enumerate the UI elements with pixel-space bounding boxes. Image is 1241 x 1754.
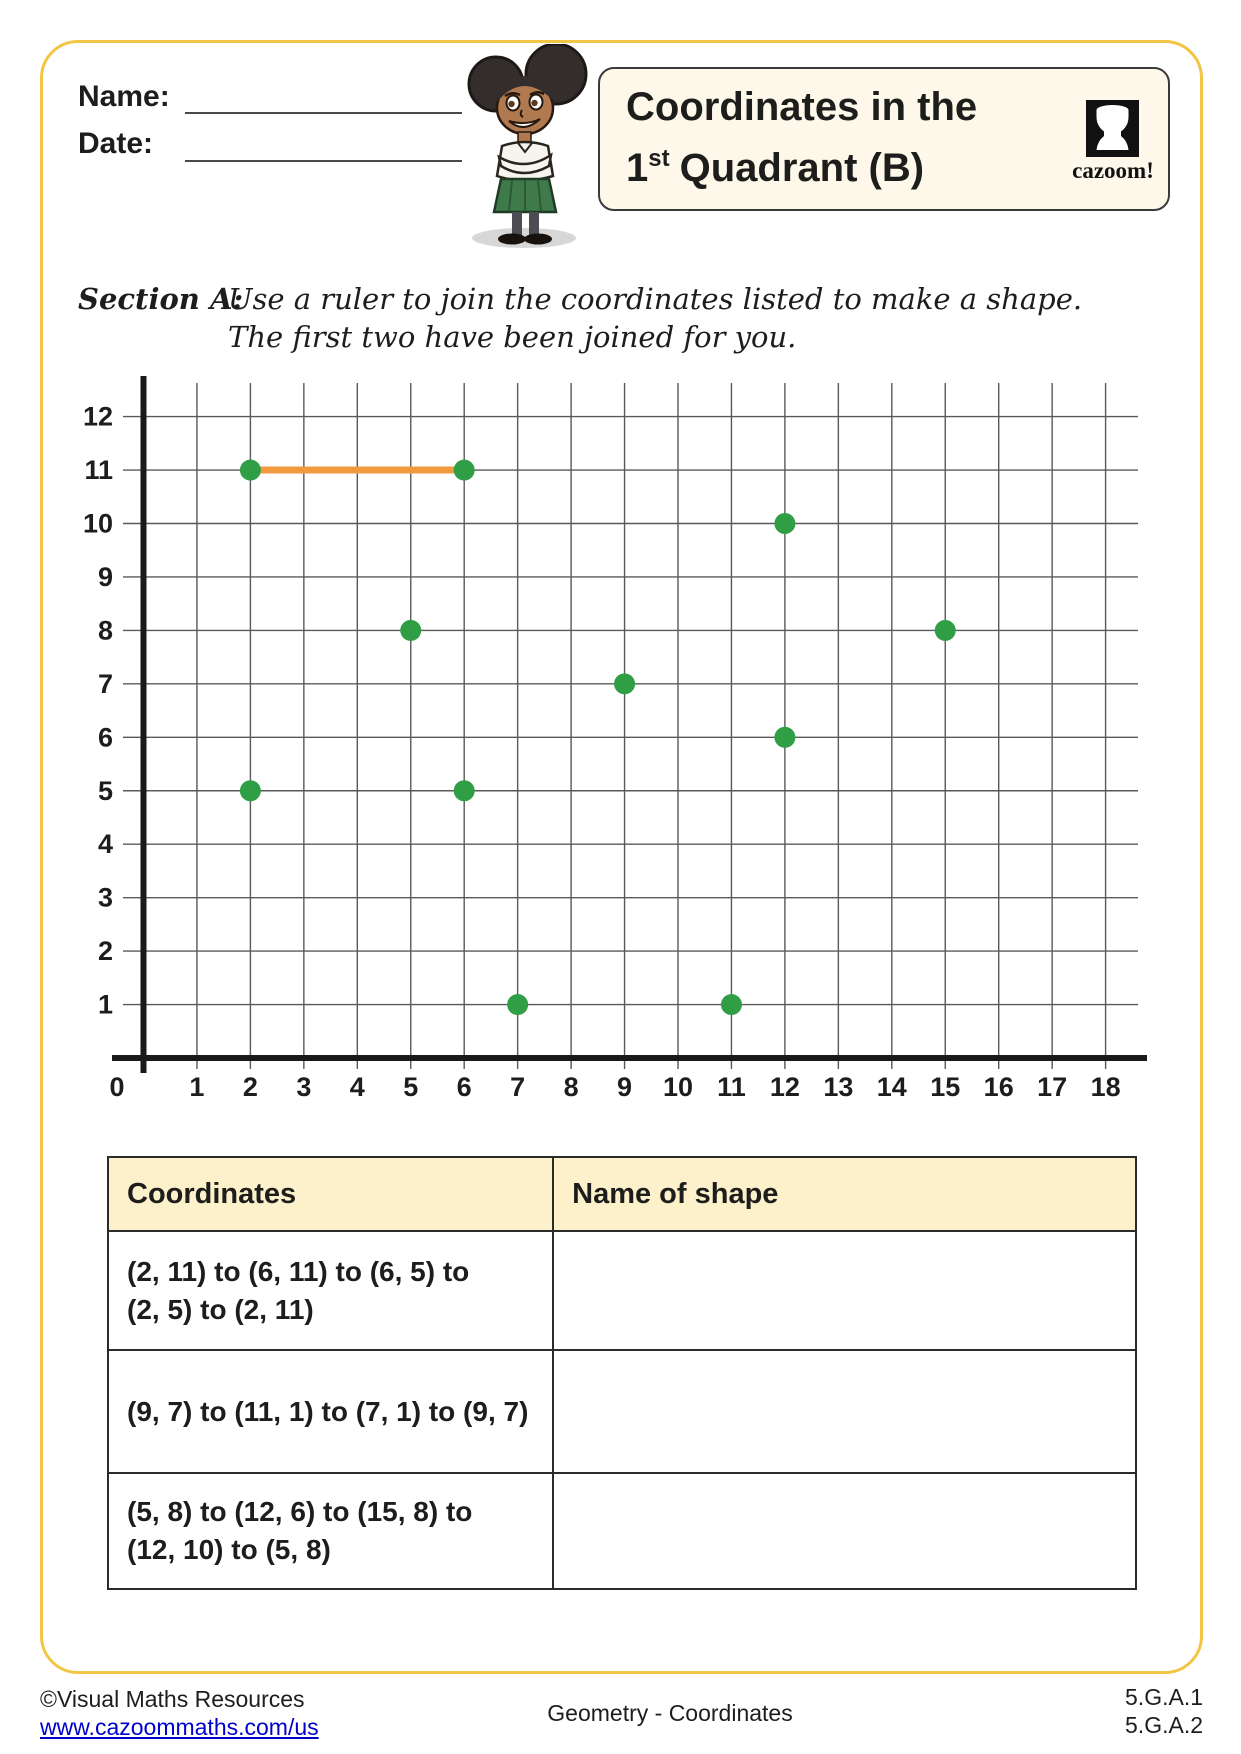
x-tick-label: 12 — [769, 1072, 800, 1102]
y-tick-label: 11 — [84, 455, 113, 486]
x-tick-label: 8 — [563, 1072, 579, 1102]
column-header-coordinates: Coordinates — [109, 1158, 554, 1230]
name-label: Name: — [78, 80, 170, 113]
x-tick-label: 16 — [983, 1072, 1014, 1102]
x-tick-label: 4 — [349, 1072, 365, 1102]
table-row — [109, 1230, 1135, 1349]
x-tick-label: 6 — [456, 1072, 472, 1102]
x-tick-label: 13 — [823, 1072, 854, 1102]
cazoom-logo-wordmark: cazoom! — [1072, 158, 1154, 183]
section-a-instruction-line1: Use a ruler to join the coordinates listed to make a shape. — [228, 282, 1083, 316]
y-tick-label: 7 — [97, 668, 113, 699]
y-tick-label: 4 — [97, 829, 113, 860]
x-tick-label: 15 — [930, 1072, 961, 1102]
coordinates-cell: (9, 7) to (11, 1) to (7, 1) to (9, 7) — [109, 1351, 554, 1472]
x-tick-label: 18 — [1090, 1072, 1121, 1102]
x-tick-label: 11 — [717, 1072, 746, 1102]
shape-name-answer-cell — [554, 1474, 1135, 1588]
x-tick-label: 0 — [109, 1072, 125, 1102]
name-write-line — [185, 112, 462, 114]
page-title — [626, 82, 977, 194]
student-illustration — [452, 44, 614, 250]
section-a-instruction-line2: The first two have been joined for you. — [228, 320, 797, 354]
page-title-line1: Coordinates in the — [626, 85, 978, 129]
table-row — [109, 1349, 1135, 1472]
x-tick-label: 1 — [189, 1072, 205, 1102]
y-tick-label: 6 — [97, 722, 113, 753]
date-label: Date: — [78, 127, 154, 160]
y-tick-label: 8 — [97, 615, 113, 646]
x-tick-label: 17 — [1037, 1072, 1068, 1102]
table-header-row — [109, 1158, 1135, 1230]
x-tick-label: 9 — [617, 1072, 633, 1102]
shape-name-answer-cell — [554, 1351, 1135, 1472]
shapes-table — [107, 1156, 1137, 1590]
copyright-text: ©Visual Maths Resources — [40, 1686, 305, 1712]
date-write-line — [185, 160, 462, 162]
x-tick-label: 3 — [296, 1072, 312, 1102]
footer-topic-text: Geometry - Coordinates — [547, 1700, 793, 1726]
x-tick-label: 14 — [876, 1072, 907, 1102]
shape-name-answer-cell — [554, 1232, 1135, 1349]
table-row — [109, 1472, 1135, 1588]
y-tick-label: 3 — [97, 882, 113, 913]
cazoom-logo-icon — [1086, 100, 1139, 157]
x-tick-label: 2 — [242, 1072, 258, 1102]
y-tick-label: 12 — [82, 401, 113, 432]
standard-code-2: 5.G.A.2 — [1125, 1712, 1203, 1738]
y-tick-label: 10 — [82, 508, 113, 539]
section-a-label: Section A: — [78, 282, 244, 316]
page-title-line2: 1st Quadrant (B) — [626, 145, 925, 190]
x-tick-label: 7 — [510, 1072, 526, 1102]
coordinates-cell: (2, 11) to (6, 11) to (6, 5) to (2, 5) to (2, 11) — [109, 1232, 554, 1349]
coordinates-cell: (5, 8) to (12, 6) to (15, 8) to (12, 10) to (5, 8) — [109, 1474, 554, 1588]
x-tick-label: 5 — [403, 1072, 419, 1102]
y-tick-label: 1 — [97, 989, 113, 1020]
y-tick-label: 5 — [97, 775, 113, 806]
y-tick-label: 9 — [97, 561, 113, 592]
y-tick-label: 2 — [97, 936, 113, 967]
cazoommaths-link[interactable]: www.cazoommaths.com/us — [40, 1714, 319, 1740]
column-header-name-of-shape: Name of shape — [554, 1158, 1135, 1230]
x-tick-label: 10 — [662, 1072, 694, 1102]
standard-code-1: 5.G.A.1 — [1125, 1684, 1203, 1710]
